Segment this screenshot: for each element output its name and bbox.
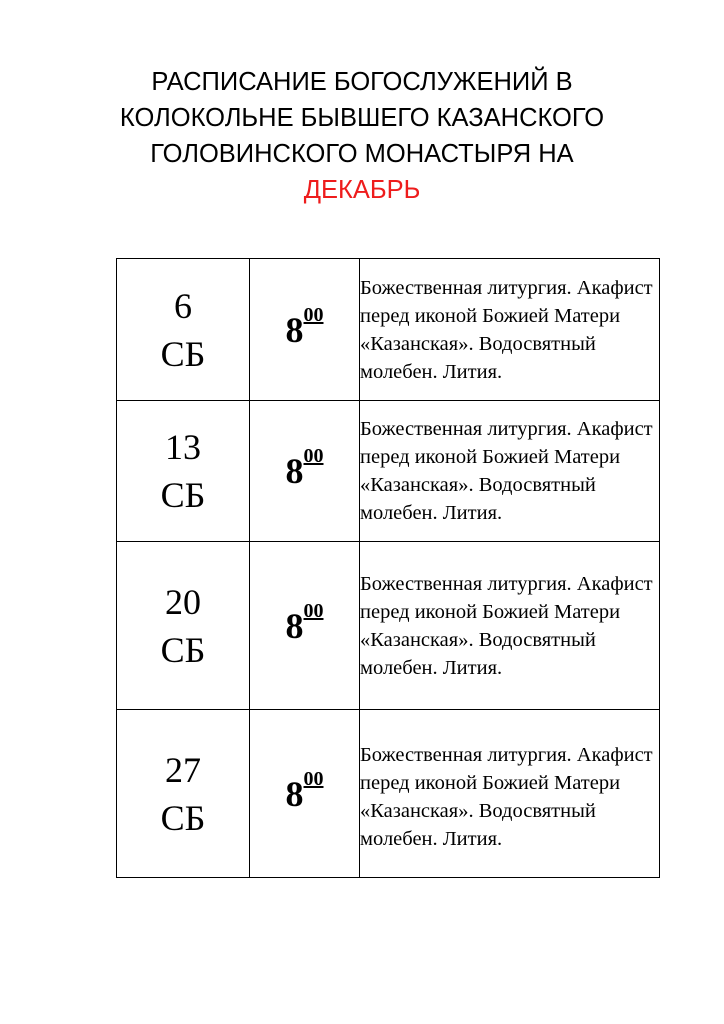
time-hour: 8 (285, 309, 304, 350)
weekday: СБ (160, 629, 206, 670)
date-cell (117, 401, 250, 542)
day-number: 27 (165, 749, 201, 790)
time-cell (250, 259, 360, 401)
time-minutes: 00 (303, 767, 324, 790)
time-minutes: 00 (303, 445, 324, 467)
weekday: СБ (160, 797, 206, 838)
date-cell (117, 710, 250, 878)
day-number: 13 (165, 427, 201, 467)
table-row (117, 401, 660, 542)
title-month: ДЕКАБРЬ (303, 176, 421, 204)
time-cell (250, 710, 360, 878)
title-line: КОЛОКОЛЬНЕ БЫВШЕГО КАЗАНСКОГО (119, 104, 605, 132)
service-cell: Божественная литургия. Акафист перед иконой Божией Матери «Казанская». Водосвятный молебен. Лития. (360, 259, 660, 401)
service-cell: Божественная литургия. Акафист перед иконой Божией Матери «Казанская». Водосвятный молебен. Лития. (360, 401, 660, 542)
date-cell (117, 542, 250, 710)
title-line: РАСПИСАНИЕ БОГОСЛУЖЕНИЙ В (151, 68, 573, 96)
time-minutes: 00 (303, 599, 324, 622)
date-cell (117, 259, 250, 401)
table-row (117, 259, 660, 401)
service-cell: Божественная литургия. Акафист перед иконой Божией Матери «Казанская». Водосвятный молебен. Лития. (360, 710, 660, 878)
time-hour: 8 (285, 451, 304, 491)
title-line: ГОЛОВИНСКОГО МОНАСТЫРЯ НА (150, 140, 574, 168)
time-cell (250, 401, 360, 542)
page-title (0, 64, 724, 208)
time-hour: 8 (285, 605, 304, 646)
time-minutes: 00 (303, 303, 324, 326)
day-number: 6 (174, 285, 192, 326)
time-hour: 8 (285, 773, 304, 814)
table-row (117, 542, 660, 710)
service-cell: Божественная литургия. Акафист перед иконой Божией Матери «Казанская». Водосвятный молебен. Лития. (360, 542, 660, 710)
weekday: СБ (160, 333, 206, 374)
schedule-table (116, 258, 660, 878)
day-number: 20 (165, 581, 201, 622)
table-row (117, 710, 660, 878)
time-cell (250, 542, 360, 710)
weekday: СБ (160, 475, 206, 515)
